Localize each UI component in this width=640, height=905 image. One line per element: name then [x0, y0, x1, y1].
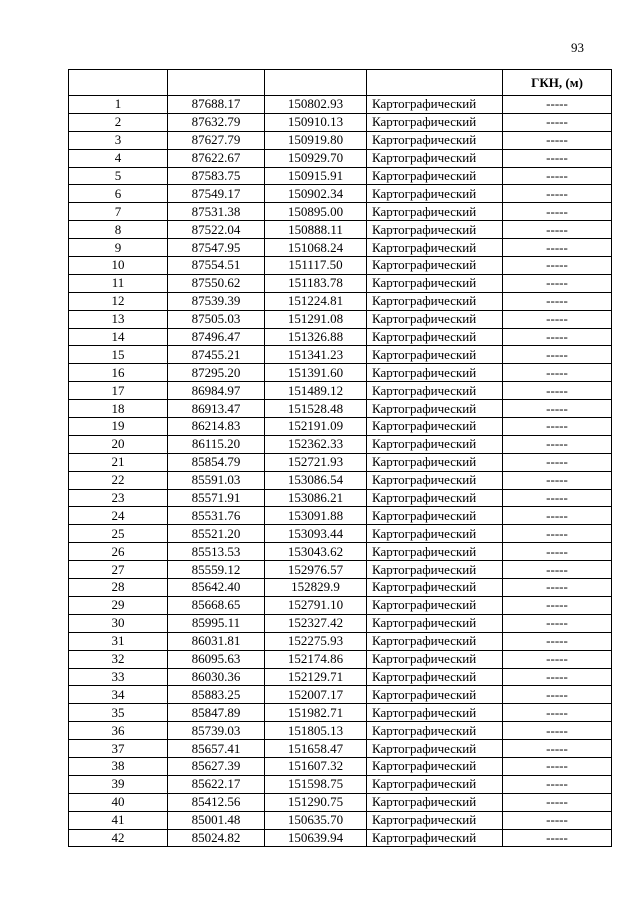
cell-x-coordinate: 85854.79	[168, 453, 265, 471]
cell-y-coordinate: 152174.86	[265, 650, 367, 668]
table-row	[69, 775, 612, 793]
cell-point-number: 14	[69, 328, 168, 346]
cell-x-coordinate: 85627.39	[168, 757, 265, 775]
cell-point-number: 19	[69, 418, 168, 436]
cell-method: Картографический	[367, 96, 503, 114]
cell-point-number: 39	[69, 775, 168, 793]
cell-gkn: -----	[503, 632, 612, 650]
cell-gkn: -----	[503, 418, 612, 436]
cell-point-number: 26	[69, 543, 168, 561]
cell-gkn: -----	[503, 579, 612, 597]
cell-method: Картографический	[367, 757, 503, 775]
table-row	[69, 96, 612, 114]
cell-x-coordinate: 85657.41	[168, 740, 265, 758]
cell-y-coordinate: 150802.93	[265, 96, 367, 114]
cell-x-coordinate: 87583.75	[168, 167, 265, 185]
table-row	[69, 346, 612, 364]
table-row	[69, 435, 612, 453]
cell-y-coordinate: 151117.50	[265, 257, 367, 275]
cell-x-coordinate: 85571.91	[168, 489, 265, 507]
cell-gkn: -----	[503, 274, 612, 292]
cell-y-coordinate: 151391.60	[265, 364, 367, 382]
cell-point-number: 24	[69, 507, 168, 525]
cell-point-number: 6	[69, 185, 168, 203]
cell-x-coordinate: 85668.65	[168, 596, 265, 614]
cell-y-coordinate: 150888.11	[265, 221, 367, 239]
cell-point-number: 34	[69, 686, 168, 704]
table-row	[69, 507, 612, 525]
cell-x-coordinate: 87622.67	[168, 149, 265, 167]
cell-x-coordinate: 87522.04	[168, 221, 265, 239]
cell-x-coordinate: 85739.03	[168, 722, 265, 740]
table-row	[69, 453, 612, 471]
cell-y-coordinate: 152721.93	[265, 453, 367, 471]
cell-method: Картографический	[367, 722, 503, 740]
table-row	[69, 149, 612, 167]
cell-x-coordinate: 87496.47	[168, 328, 265, 346]
cell-y-coordinate: 152129.71	[265, 668, 367, 686]
cell-point-number: 25	[69, 525, 168, 543]
table-row	[69, 596, 612, 614]
cell-point-number: 35	[69, 704, 168, 722]
cell-x-coordinate: 86984.97	[168, 382, 265, 400]
table-row	[69, 740, 612, 758]
cell-gkn: -----	[503, 775, 612, 793]
cell-method: Картографический	[367, 686, 503, 704]
cell-y-coordinate: 151982.71	[265, 704, 367, 722]
cell-gkn: -----	[503, 668, 612, 686]
table-row	[69, 561, 612, 579]
cell-method: Картографический	[367, 113, 503, 131]
cell-method: Картографический	[367, 650, 503, 668]
cell-gkn: -----	[503, 96, 612, 114]
cell-method: Картографический	[367, 185, 503, 203]
cell-point-number: 36	[69, 722, 168, 740]
cell-y-coordinate: 151183.78	[265, 274, 367, 292]
cell-y-coordinate: 150639.94	[265, 829, 367, 847]
table-row	[69, 364, 612, 382]
cell-x-coordinate: 85995.11	[168, 614, 265, 632]
cell-gkn: -----	[503, 453, 612, 471]
cell-y-coordinate: 150910.13	[265, 113, 367, 131]
cell-y-coordinate: 150895.00	[265, 203, 367, 221]
cell-method: Картографический	[367, 793, 503, 811]
cell-gkn: -----	[503, 292, 612, 310]
table-row	[69, 203, 612, 221]
cell-method: Картографический	[367, 221, 503, 239]
cell-y-coordinate: 152275.93	[265, 632, 367, 650]
cell-point-number: 2	[69, 113, 168, 131]
cell-y-coordinate: 152191.09	[265, 418, 367, 436]
header-cell-method	[367, 70, 503, 96]
cell-gkn: -----	[503, 257, 612, 275]
cell-gkn: -----	[503, 185, 612, 203]
table-row	[69, 614, 612, 632]
cell-point-number: 17	[69, 382, 168, 400]
cell-x-coordinate: 86214.83	[168, 418, 265, 436]
table-row	[69, 579, 612, 597]
cell-point-number: 21	[69, 453, 168, 471]
cell-method: Картографический	[367, 704, 503, 722]
cell-y-coordinate: 151291.08	[265, 310, 367, 328]
cell-gkn: -----	[503, 221, 612, 239]
cell-gkn: -----	[503, 131, 612, 149]
cell-gkn: -----	[503, 722, 612, 740]
cell-point-number: 38	[69, 757, 168, 775]
cell-method: Картографический	[367, 740, 503, 758]
cell-point-number: 11	[69, 274, 168, 292]
cell-method: Картографический	[367, 525, 503, 543]
cell-point-number: 40	[69, 793, 168, 811]
cell-method: Картографический	[367, 453, 503, 471]
cell-y-coordinate: 150919.80	[265, 131, 367, 149]
table-row	[69, 113, 612, 131]
table-row	[69, 274, 612, 292]
cell-method: Картографический	[367, 632, 503, 650]
cell-y-coordinate: 151068.24	[265, 239, 367, 257]
cell-method: Картографический	[367, 274, 503, 292]
coordinates-table	[68, 69, 612, 847]
cell-point-number: 3	[69, 131, 168, 149]
table-row	[69, 292, 612, 310]
cell-y-coordinate: 153043.62	[265, 543, 367, 561]
cell-gkn: -----	[503, 525, 612, 543]
cell-x-coordinate: 85847.89	[168, 704, 265, 722]
cell-method: Картографический	[367, 829, 503, 847]
cell-y-coordinate: 151598.75	[265, 775, 367, 793]
cell-gkn: -----	[503, 346, 612, 364]
cell-x-coordinate: 85559.12	[168, 561, 265, 579]
cell-y-coordinate: 152007.17	[265, 686, 367, 704]
cell-x-coordinate: 87547.95	[168, 239, 265, 257]
table-row	[69, 668, 612, 686]
cell-method: Картографический	[367, 364, 503, 382]
cell-y-coordinate: 152829.9	[265, 579, 367, 597]
cell-x-coordinate: 87455.21	[168, 346, 265, 364]
cell-x-coordinate: 87632.79	[168, 113, 265, 131]
cell-method: Картографический	[367, 489, 503, 507]
cell-method: Картографический	[367, 471, 503, 489]
cell-y-coordinate: 150915.91	[265, 167, 367, 185]
cell-x-coordinate: 87531.38	[168, 203, 265, 221]
cell-y-coordinate: 152791.10	[265, 596, 367, 614]
cell-gkn: -----	[503, 704, 612, 722]
table-row	[69, 722, 612, 740]
cell-x-coordinate: 86030.36	[168, 668, 265, 686]
cell-method: Картографический	[367, 382, 503, 400]
cell-method: Картографический	[367, 579, 503, 597]
cell-gkn: -----	[503, 757, 612, 775]
cell-method: Картографический	[367, 310, 503, 328]
cell-method: Картографический	[367, 149, 503, 167]
table-row	[69, 167, 612, 185]
cell-point-number: 4	[69, 149, 168, 167]
cell-y-coordinate: 150635.70	[265, 811, 367, 829]
cell-point-number: 23	[69, 489, 168, 507]
cell-x-coordinate: 86031.81	[168, 632, 265, 650]
table-row	[69, 489, 612, 507]
cell-point-number: 31	[69, 632, 168, 650]
table-row	[69, 131, 612, 149]
cell-point-number: 28	[69, 579, 168, 597]
cell-y-coordinate: 150929.70	[265, 149, 367, 167]
cell-point-number: 41	[69, 811, 168, 829]
table-row	[69, 221, 612, 239]
cell-method: Картографический	[367, 257, 503, 275]
cell-y-coordinate: 151489.12	[265, 382, 367, 400]
cell-gkn: -----	[503, 596, 612, 614]
cell-method: Картографический	[367, 328, 503, 346]
cell-point-number: 22	[69, 471, 168, 489]
cell-method: Картографический	[367, 507, 503, 525]
table-row	[69, 239, 612, 257]
cell-gkn: -----	[503, 400, 612, 418]
cell-method: Картографический	[367, 131, 503, 149]
table-row	[69, 328, 612, 346]
cell-x-coordinate: 86095.63	[168, 650, 265, 668]
cell-y-coordinate: 151805.13	[265, 722, 367, 740]
cell-gkn: -----	[503, 650, 612, 668]
table-row	[69, 793, 612, 811]
cell-gkn: -----	[503, 561, 612, 579]
header-cell-x	[168, 70, 265, 96]
table-row	[69, 185, 612, 203]
table-row	[69, 704, 612, 722]
cell-y-coordinate: 151224.81	[265, 292, 367, 310]
table-row	[69, 632, 612, 650]
cell-x-coordinate: 85521.20	[168, 525, 265, 543]
cell-method: Картографический	[367, 668, 503, 686]
cell-method: Картографический	[367, 418, 503, 436]
cell-gkn: -----	[503, 686, 612, 704]
cell-gkn: -----	[503, 167, 612, 185]
cell-x-coordinate: 85001.48	[168, 811, 265, 829]
cell-method: Картографический	[367, 400, 503, 418]
cell-y-coordinate: 153093.44	[265, 525, 367, 543]
cell-y-coordinate: 151528.48	[265, 400, 367, 418]
cell-point-number: 30	[69, 614, 168, 632]
cell-y-coordinate: 151341.23	[265, 346, 367, 364]
cell-point-number: 16	[69, 364, 168, 382]
cell-x-coordinate: 86913.47	[168, 400, 265, 418]
cell-x-coordinate: 85531.76	[168, 507, 265, 525]
cell-gkn: -----	[503, 435, 612, 453]
cell-gkn: -----	[503, 364, 612, 382]
cell-x-coordinate: 87539.39	[168, 292, 265, 310]
table-row	[69, 382, 612, 400]
cell-gkn: -----	[503, 811, 612, 829]
cell-x-coordinate: 87550.62	[168, 274, 265, 292]
cell-method: Картографический	[367, 811, 503, 829]
cell-gkn: -----	[503, 113, 612, 131]
cell-gkn: -----	[503, 382, 612, 400]
cell-method: Картографический	[367, 614, 503, 632]
cell-point-number: 12	[69, 292, 168, 310]
cell-gkn: -----	[503, 310, 612, 328]
cell-method: Картографический	[367, 346, 503, 364]
cell-y-coordinate: 152976.57	[265, 561, 367, 579]
header-cell-gkn: ГКН, (м)	[503, 70, 612, 96]
cell-gkn: -----	[503, 239, 612, 257]
cell-point-number: 10	[69, 257, 168, 275]
cell-y-coordinate: 151607.32	[265, 757, 367, 775]
cell-gkn: -----	[503, 543, 612, 561]
cell-y-coordinate: 151326.88	[265, 328, 367, 346]
cell-method: Картографический	[367, 292, 503, 310]
cell-x-coordinate: 85412.56	[168, 793, 265, 811]
table-row	[69, 400, 612, 418]
cell-point-number: 29	[69, 596, 168, 614]
cell-x-coordinate: 87295.20	[168, 364, 265, 382]
cell-y-coordinate: 150902.34	[265, 185, 367, 203]
cell-x-coordinate: 85513.53	[168, 543, 265, 561]
cell-point-number: 20	[69, 435, 168, 453]
cell-method: Картографический	[367, 596, 503, 614]
cell-y-coordinate: 153091.88	[265, 507, 367, 525]
cell-point-number: 27	[69, 561, 168, 579]
cell-method: Картографический	[367, 543, 503, 561]
cell-x-coordinate: 86115.20	[168, 435, 265, 453]
cell-x-coordinate: 87627.79	[168, 131, 265, 149]
table-row	[69, 471, 612, 489]
table-row	[69, 257, 612, 275]
table-row	[69, 686, 612, 704]
cell-point-number: 1	[69, 96, 168, 114]
table-row	[69, 829, 612, 847]
cell-x-coordinate: 85622.17	[168, 775, 265, 793]
cell-x-coordinate: 85883.25	[168, 686, 265, 704]
table-row	[69, 525, 612, 543]
cell-gkn: -----	[503, 829, 612, 847]
cell-point-number: 42	[69, 829, 168, 847]
cell-x-coordinate: 87505.03	[168, 310, 265, 328]
cell-method: Картографический	[367, 775, 503, 793]
cell-x-coordinate: 85024.82	[168, 829, 265, 847]
cell-gkn: -----	[503, 149, 612, 167]
table-row	[69, 418, 612, 436]
cell-x-coordinate: 87554.51	[168, 257, 265, 275]
cell-point-number: 33	[69, 668, 168, 686]
cell-x-coordinate: 85591.03	[168, 471, 265, 489]
cell-gkn: -----	[503, 507, 612, 525]
cell-method: Картографический	[367, 239, 503, 257]
table-row	[69, 650, 612, 668]
cell-point-number: 32	[69, 650, 168, 668]
cell-y-coordinate: 151290.75	[265, 793, 367, 811]
cell-x-coordinate: 85642.40	[168, 579, 265, 597]
cell-gkn: -----	[503, 489, 612, 507]
cell-y-coordinate: 152327.42	[265, 614, 367, 632]
cell-gkn: -----	[503, 614, 612, 632]
cell-point-number: 37	[69, 740, 168, 758]
header-cell-number	[69, 70, 168, 96]
table-body	[69, 96, 612, 847]
cell-y-coordinate: 152362.33	[265, 435, 367, 453]
table-header-row	[69, 70, 612, 96]
cell-gkn: -----	[503, 740, 612, 758]
cell-gkn: -----	[503, 328, 612, 346]
cell-gkn: -----	[503, 793, 612, 811]
cell-point-number: 15	[69, 346, 168, 364]
cell-point-number: 7	[69, 203, 168, 221]
cell-y-coordinate: 151658.47	[265, 740, 367, 758]
page-number: 93	[571, 40, 584, 55]
table-row	[69, 310, 612, 328]
cell-method: Картографический	[367, 203, 503, 221]
cell-point-number: 9	[69, 239, 168, 257]
cell-method: Картографический	[367, 435, 503, 453]
cell-y-coordinate: 153086.54	[265, 471, 367, 489]
cell-point-number: 18	[69, 400, 168, 418]
table-row	[69, 757, 612, 775]
cell-point-number: 8	[69, 221, 168, 239]
cell-gkn: -----	[503, 471, 612, 489]
table-row	[69, 543, 612, 561]
cell-gkn: -----	[503, 203, 612, 221]
cell-point-number: 5	[69, 167, 168, 185]
cell-method: Картографический	[367, 167, 503, 185]
cell-point-number: 13	[69, 310, 168, 328]
cell-x-coordinate: 87688.17	[168, 96, 265, 114]
cell-y-coordinate: 153086.21	[265, 489, 367, 507]
cell-x-coordinate: 87549.17	[168, 185, 265, 203]
table-row	[69, 811, 612, 829]
cell-method: Картографический	[367, 561, 503, 579]
header-cell-y	[265, 70, 367, 96]
